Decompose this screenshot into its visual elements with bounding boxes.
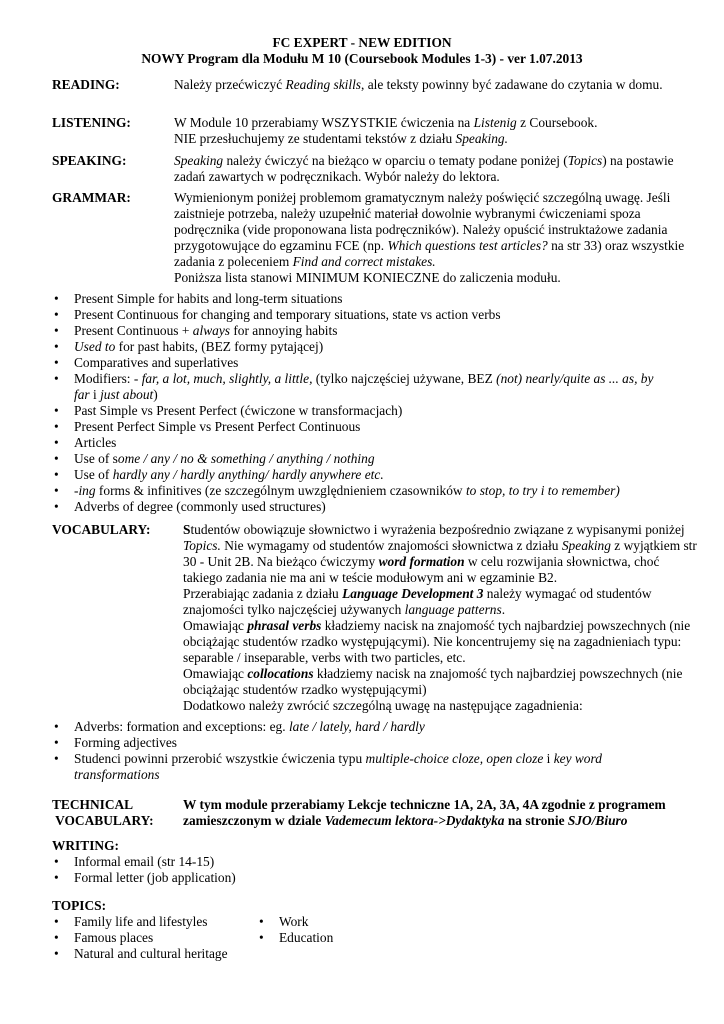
grammar-list bbox=[52, 291, 672, 515]
vocabulary-text: Studentów obowiązuje słownictwo i wyrażenia bezpośrednio związane z wypisanymi poniżej Topics. Nie wymagamy od studentów znajomości słownictwa z działu Speaking z wyjątkiem str 30 - Unit 2B. Na bieżąco ćwiczymy word formation w celu rozwijania słownictwa, choć takiego zadania nie ma ani w teście modułowym ani w egzaminie B2. Przerabiając zadania z działu Language Development 3 należy wymagać od studentów znajomości tylko najczęściej używanych language patterns. Omawiając phrasal verbs kładziemy nacisk na znajomość tych najbardziej powszechnych (nie obciążając studentów rzadko występującymi). Nie koncentrujemy się na zagadnieniach typu: separable / inseparable, verbs with two particles, etc. Omawiając collocations kładziemy nacisk na znajomość tych najbardziej powszechnych (nie obciążając studentów rzadko występującymi) Dodatkowo należy zwrócić szczególną uwagę na następujące zagadnienia: bbox=[183, 522, 697, 713]
listening-text: W Module 10 przerabiamy WSZYSTKIE ćwiczenia na Listenig z Coursebook. NIE przesłuchujemy ze studentami tekstów z działu Speaking. bbox=[174, 115, 598, 146]
list-item: • Family life and lifestyles bbox=[52, 914, 252, 930]
topics-label: TOPICS: bbox=[52, 898, 107, 913]
topics-column-2 bbox=[257, 914, 457, 946]
document-subtitle: NOWY Program dla Modułu M 10 (Coursebook Modules 1-3) - ver 1.07.2013 bbox=[141, 51, 583, 66]
vocabulary-label: VOCABULARY: bbox=[52, 522, 151, 537]
technical-label: TECHNICAL bbox=[52, 797, 134, 812]
list-item: • Studenci powinni przerobić wszystkie ćwiczenia typu multiple-choice cloze, open cloze i key word transformations bbox=[52, 751, 672, 783]
listening-label: LISTENING: bbox=[52, 115, 131, 130]
list-item: • Past Simple vs Present Perfect (ćwiczone w transformacjach) bbox=[52, 403, 672, 419]
topics-column-1 bbox=[52, 914, 252, 962]
list-item: • Present Continuous for changing and temporary situations, state vs action verbs bbox=[52, 307, 672, 323]
technical-label-2: VOCABULARY: bbox=[52, 813, 154, 828]
vocabulary-list bbox=[52, 719, 672, 783]
list-item: • Present Simple for habits and long-term situations bbox=[52, 291, 672, 307]
list-item: • Use of hardly any / hardly anything/ hardly anywhere etc. bbox=[52, 467, 672, 483]
list-item: • Forming adjectives bbox=[52, 735, 672, 751]
list-item: • Education bbox=[257, 930, 457, 946]
list-item: • Modifiers: - far, a lot, much, slightly, a little, (tylko najczęściej używane, BEZ (not) nearly/quite as ... as, by far i just about) bbox=[52, 371, 672, 403]
list-item: • Famous places bbox=[52, 930, 252, 946]
document-title: FC EXPERT - NEW EDITION bbox=[272, 35, 452, 50]
list-item: • Work bbox=[257, 914, 457, 930]
list-item: • Comparatives and superlatives bbox=[52, 355, 672, 371]
list-item: • Use of some / any / no & something / anything / nothing bbox=[52, 451, 672, 467]
writing-label: WRITING: bbox=[52, 838, 119, 853]
reading-label: READING: bbox=[52, 77, 120, 92]
grammar-text: Wymienionym poniżej problemom gramatycznym należy poświęcić szczególną uwagę. Jeśli zaistnieje potrzeba, należy uzupełnić materiał dowolnie wybranymi ćwiczeniami spoza podręcznika (vide proponowana lista podręczników). Należy opuścić instruktażowe zadania przygotowujące do egzaminu FCE (np. Which questions test articles? na str 33) oraz wszystkie zadania z poleceniem Find and correct mistakes. Poniższa lista stanowi MINIMUM KONIECZNE do zaliczenia modułu. bbox=[174, 190, 685, 285]
list-item: • Articles bbox=[52, 435, 672, 451]
technical-text: W tym module przerabiamy Lekcje techniczne 1A, 2A, 3A, 4A zgodnie z programem zamieszczonym w dziale Vademecum lektora->Dydaktyka na stronie SJO/Biuro bbox=[183, 797, 666, 828]
list-item: • Formal letter (job application) bbox=[52, 870, 672, 886]
list-item: • Adverbs: formation and exceptions: eg. late / lately, hard / hardly bbox=[52, 719, 672, 735]
list-item: • Used to for past habits, (BEZ formy pytającej) bbox=[52, 339, 672, 355]
list-item: • -ing forms & infinitives (ze szczególnym uwzględnieniem czasowników to stop, to try i to remember) bbox=[52, 483, 672, 499]
list-item: • Present Perfect Simple vs Present Perfect Continuous bbox=[52, 419, 672, 435]
grammar-label: GRAMMAR: bbox=[52, 190, 131, 205]
reading-text: Należy przećwiczyć Reading skills, ale teksty powinny być zadawane do czytania w domu. bbox=[174, 77, 663, 92]
list-item: • Informal email (str 14-15) bbox=[52, 854, 672, 870]
list-item: • Present Continuous + always for annoying habits bbox=[52, 323, 672, 339]
speaking-text: Speaking należy ćwiczyć na bieżąco w oparciu o tematy podane poniżej (Topics) na postawie zadań zawartych w podręcznikach. Wybór należy do lektora. bbox=[174, 153, 674, 184]
speaking-label: SPEAKING: bbox=[52, 153, 127, 168]
writing-list bbox=[52, 854, 672, 886]
list-item: • Adverbs of degree (commonly used structures) bbox=[52, 499, 672, 515]
list-item: • Natural and cultural heritage bbox=[52, 946, 252, 962]
